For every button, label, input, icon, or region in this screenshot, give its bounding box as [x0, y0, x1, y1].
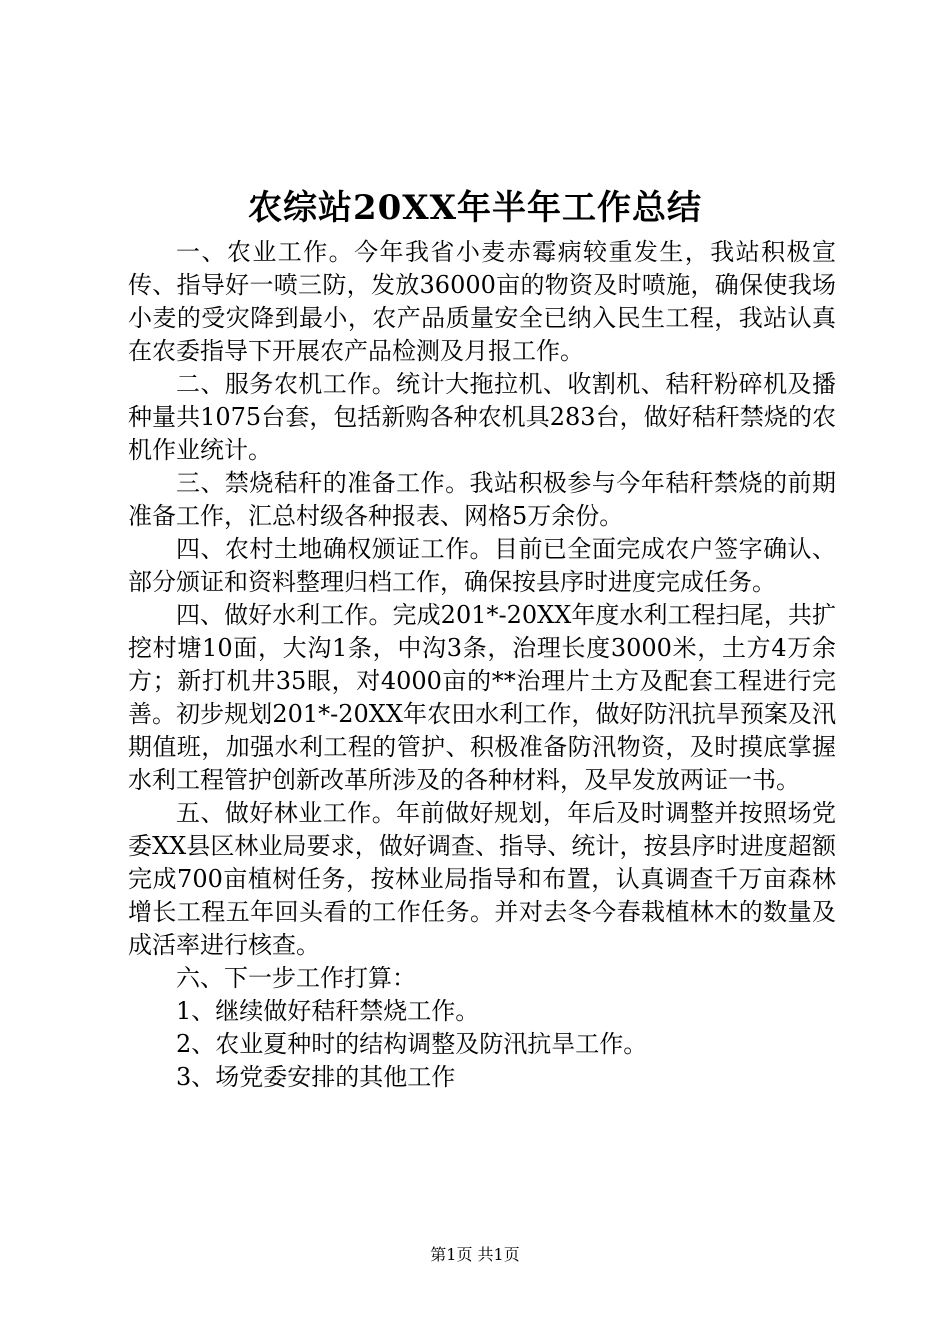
next-step-item: 3、场党委安排的其他工作: [176, 1063, 456, 1091]
paragraph-water-conservancy: 四、做好水利工作。完成201*-20XX年度水利工程扫尾，共扩挖村塘10面，大沟1条，中沟3条，治理长度3000米，土方4万余方；新打机井35眼，对4000亩的**治理片土方及配套工程进行完善。初步规划201*-20XX年农田水利工作，做好防汛抗旱预案及汛期值班，加强水利工程的管护、积极准备防汛物资，及时摸底掌握水利工程管护创新改革所涉及的各种材料，及早发放两证一书。: [128, 601, 836, 794]
next-step-item: 1、继续做好秸秆禁烧工作。: [176, 997, 480, 1025]
paragraph-agriculture: 一、农业工作。今年我省小麦赤霉病较重发生，我站积极宣传、指导好一喷三防，发放36000亩的物资及时喷施，确保使我场小麦的受灾降到最小，农产品质量安全已纳入民生工程，我站认真在农委指导下开展农产品检测及月报工作。: [128, 238, 836, 365]
paragraph-farm-machinery: 二、服务农机工作。统计大拖拉机、收割机、秸秆粉碎机及播种量共1075台套，包括新购各种农机具283台，做好秸秆禁烧的农机作业统计。: [128, 370, 836, 464]
paragraph-forestry: 五、做好林业工作。年前做好规划，年后及时调整并按照场党委XX县区林业局要求，做好调查、指导、统计，按县序时进度超额完成700亩植树任务，按林业局指导和布置，认真调查千万亩森林增长工程五年回头看的工作任务。并对去冬今春栽植林木的数量及成活率进行核查。: [128, 799, 836, 959]
next-steps-heading: 六、下一步工作打算：: [176, 964, 416, 992]
paragraph-straw-burning-prep: 三、禁烧秸秆的准备工作。我站积极参与今年秸秆禁烧的前期准备工作，汇总村级各种报表、网格5万余份。: [128, 469, 836, 530]
page-footer: 第1页 共1页: [430, 1245, 520, 1264]
document-body: [128, 236, 836, 1094]
paragraph-land-rights: 四、农村土地确权颁证工作。目前已全面完成农户签字确认、部分颁证和资料整理归档工作，确保按县序时进度完成任务。: [128, 535, 836, 596]
next-step-item: 2、农业夏种时的结构调整及防汛抗旱工作。: [176, 1030, 648, 1058]
document-title: 农综站20XX年半年工作总结: [247, 188, 703, 228]
